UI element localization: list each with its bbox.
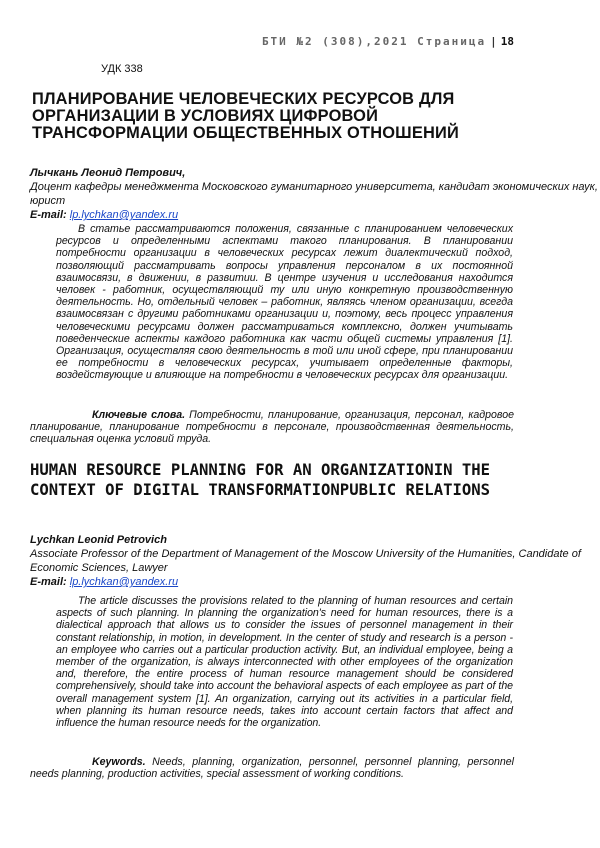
header-separator: |: [490, 35, 497, 48]
author-affiliation: Доцент кафедры менеджмента Московского гуманитарного университета, кандидат экономических наук, юрист: [30, 181, 598, 207]
email-link[interactable]: lp.lychkan@yandex.ru: [69, 209, 179, 221]
email-label: E-mail:: [30, 576, 67, 588]
keywords-label: Ключевые слова.: [92, 409, 186, 421]
author-name: Lychkan Leonid Petrovich: [30, 534, 167, 546]
email-label: E-mail:: [30, 209, 67, 221]
author-block-english: [30, 533, 600, 589]
udk-code: УДК 338: [101, 63, 143, 75]
keywords-english: [30, 756, 514, 780]
journal-info: БТИ №2 (308),2021 Страница: [261, 35, 487, 48]
page-header: [262, 35, 514, 48]
title-english: HUMAN RESOURCE PLANNING FOR AN ORGANIZATIONIN THE CONTEXT OF DIGITAL TRANSFORMATIONPUBLIC RELATIONS: [30, 461, 491, 499]
email-line: [30, 208, 600, 222]
author-block-russian: [30, 166, 600, 222]
page-number: 18: [500, 35, 514, 48]
keywords-text: Needs, planning, organization, personnel, personnel planning, personnel needs planning, production activities, special assessment of working conditions.: [30, 756, 514, 781]
keywords-russian: [30, 409, 514, 446]
keywords-label: Keywords.: [92, 756, 146, 768]
title-russian: ПЛАНИРОВАНИЕ ЧЕЛОВЕЧЕСКИХ РЕСУРСОВ ДЛЯ ОРГАНИЗАЦИИ В УСЛОВИЯХ ЦИФРОВОЙ ТРАНСФОРМАЦИИ ОБЩЕСТВЕННЫХ ОТНОШЕНИЙ: [32, 90, 459, 142]
email-link[interactable]: lp.lychkan@yandex.ru: [69, 576, 179, 588]
abstract-russian: В статье рассматриваются положения, связанные с планированием человеческих ресурсов и определенными аспектами такого планирования. В планировании потребности организации в человеческих ресурсах лежит диалектический подход, позволяющий рассматривать вопросы управления персоналом в их постоянной взаимосвязи, в движении, в развитии. В центре изучения и исследования находится человек - работник, осуществляющий ту или иную конкретную производственную деятельность. Но, отдельный человек – работник, являясь членом организации, всегда взаимосвязан с другими работниками организации и, поэтому, весь процесс управления человеческими ресурсами должен рассматриваться комплексно, должен учитывать поведенческие аспекты каждого работника как части общей системы управления [1]. Организация, осуществляя свою деятельность в той или иной сфере, при планировании ее потребности в человеческих ресурсах, учитывает определенные факторы, воздействующие и влияющие на потребности в человеческих ресурсах для организации.: [56, 223, 513, 382]
author-affiliation: Associate Professor of the Department of Management of the Moscow University of the Humanities, Candidate of Economic Sciences, Lawyer: [30, 548, 581, 574]
keywords-text: Потребности, планирование, организация, персонал, кадровое планирование, планирование потребности в персонале, производственная деятельность, специальная оценка условий труда.: [30, 409, 514, 446]
email-line: [30, 575, 600, 589]
author-name: Лычкань Леонид Петрович,: [30, 167, 186, 179]
abstract-english: The article discusses the provisions related to the planning of human resources and certain aspects of such planning. In planning the organization's need for human resources, there is a dialectical approach that allows us to consider the issues of personnel management in their constant relationship, in motion, in development. In the center of study and research is a person - an employee who carries out a particular production activity. But, an individual employee, being a member of the organization, is always interconnected with other employees of the organization and, therefore, the entire process of human resource management should be considered comprehensively, should take into account the behavioral aspects of each employee as part of the overall management system [1]. An organization, carrying out its activities in a particular field, when planning its human resource needs, takes into account certain factors that affect and influence the human resource needs for the organization.: [56, 595, 513, 730]
